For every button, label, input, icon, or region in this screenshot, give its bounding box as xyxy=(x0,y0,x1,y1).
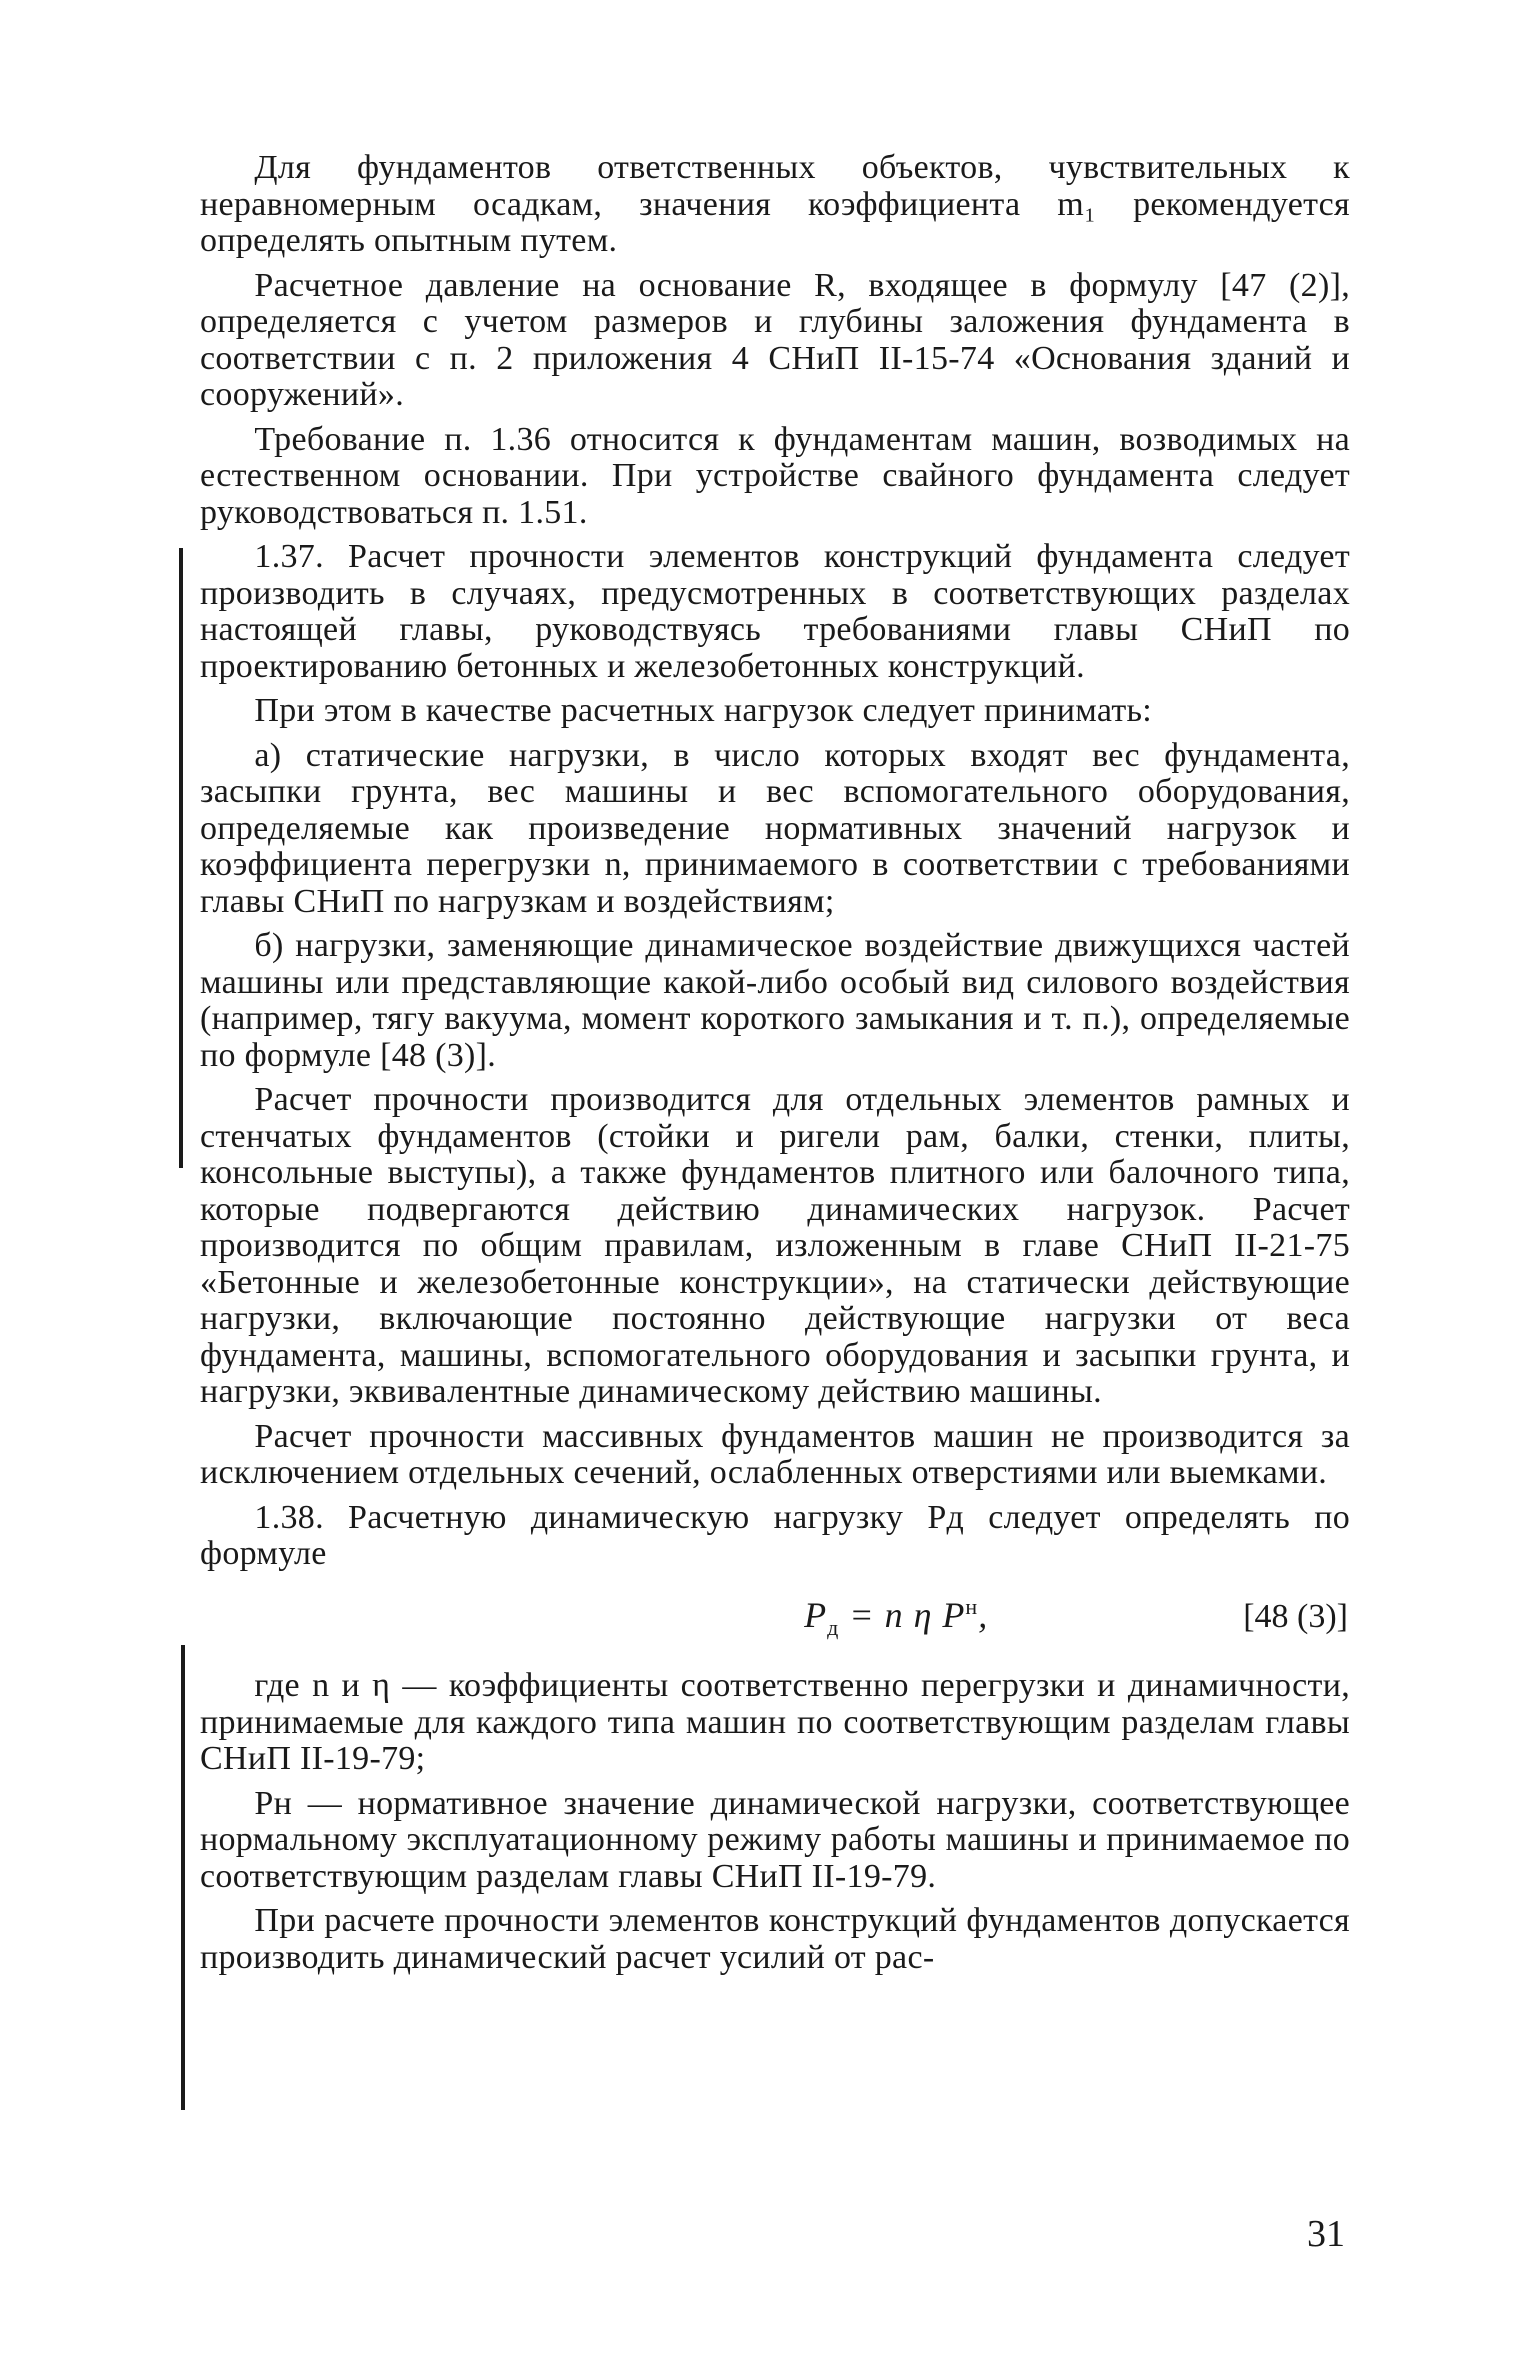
margin-bar-section-1-37 xyxy=(179,548,183,1168)
paragraph-1: Для фундаментов ответственных объектов, чувствительных к неравномерным осадкам, значения коэффициента m₁ рекомендуется определять опытным путем. xyxy=(200,149,1350,259)
paragraph-12: Pн — нормативное значение динамической нагрузки, соответствующее нормальному эксплуатационному режиму работы машины и принимаемое по соответствующим разделам главы СНиП II-19-79. xyxy=(200,1784,1350,1895)
paragraph-8: Расчет прочности производится для отдельных элементов рамных и стенчатых фундаментов (стойки и ригели рам, балки, стенки, плиты, консольные выступы), а также фундаментов плитного или балочного типа, которые подвергаются действию динамических нагрузок. Расчет производится по общим правилам, изложенным в главе СНиП II-21-75 «Бетонные и железобетонные конструкции», на статически действующие нагрузки, включающие постоянно действующие нагрузки от веса фундамента, машины, вспомогательного оборудования и засыпки грунта, и нагрузки, эквивалентные динамическому действию машины. xyxy=(200,1081,1350,1410)
paragraph-10: 1.38. Расчетную динамическую нагрузку Pд следует определять по формуле xyxy=(200,1498,1350,1572)
paragraph-13: При расчете прочности элементов конструкций фундаментов допускается производить динамический расчет усилий от рас- xyxy=(200,1902,1350,1976)
page-body xyxy=(200,150,1350,1984)
page-number: 31 xyxy=(1307,2213,1345,2255)
formula-lhs: P xyxy=(804,1594,828,1635)
formula-row xyxy=(200,1589,1350,1647)
formula-eta: η xyxy=(913,1594,933,1635)
formula-lhs-sub: д xyxy=(827,1614,840,1640)
paragraph-3: Требование п. 1.36 относится к фундаментам машин, возводимых на естественном основании. При устройстве свайного фундамента следует руководствоваться п. 1.51. xyxy=(200,420,1350,531)
paragraph-2: Расчетное давление на основание R, входящее в формулу [47 (2)], определяется с учетом размеров и глубины заложения фундамента в соответствии с п. 2 приложения 4 СНиП II-15-74 «Основания зданий и сооружений». xyxy=(200,266,1350,413)
formula-reference: [48 (3)] xyxy=(1243,1597,1348,1635)
paragraph-6: а) статические нагрузки, в число которых входят вес фундамента, засыпки грунта, вес машины и вес вспомогательного оборудования, определяемые как произведение нормативных значений нагрузок и коэффициента перегрузки n, принимаемого в соответствии с требованиями главы СНиП по нагрузкам и воздействиям; xyxy=(200,736,1350,920)
paragraph-7: б) нагрузки, заменяющие динамическое воздействие движущихся частей машины или представляющие какой-либо особый вид силового воздействия (например, тягу вакуума, момент короткого замыкания и т. п.), определяемые по формуле [48 (3)]. xyxy=(200,927,1350,1074)
paragraph-5: При этом в качестве расчетных нагрузок следует принимать: xyxy=(254,692,1153,729)
paragraph-9: Расчет прочности массивных фундаментов машин не производится за исключением отдельных сечений, ослабленных отверстиями или выемками. xyxy=(200,1417,1350,1491)
formula-comma: , xyxy=(978,1594,989,1635)
formula-equals: = xyxy=(839,1594,885,1635)
paragraph-4: 1.37. Расчет прочности элементов конструкций фундамента следует производить в случаях, предусмотренных в соответствующих разделах настоящей главы, руководствуясь требованиями главы СНиП по проектированию бетонных и железобетонных конструкций. xyxy=(200,538,1350,685)
paragraph-11: где n и η — коэффициенты соответственно перегрузки и динамичности, принимаемые для каждого типа машин по соответствующим разделам главы СНиП II-19-79; xyxy=(200,1667,1350,1778)
formula-n: n xyxy=(884,1594,904,1635)
formula-p: P xyxy=(942,1594,966,1635)
formula xyxy=(804,1589,988,1647)
margin-bar-section-1-38 xyxy=(181,1645,185,2110)
formula-p-sup: н xyxy=(965,1593,979,1619)
